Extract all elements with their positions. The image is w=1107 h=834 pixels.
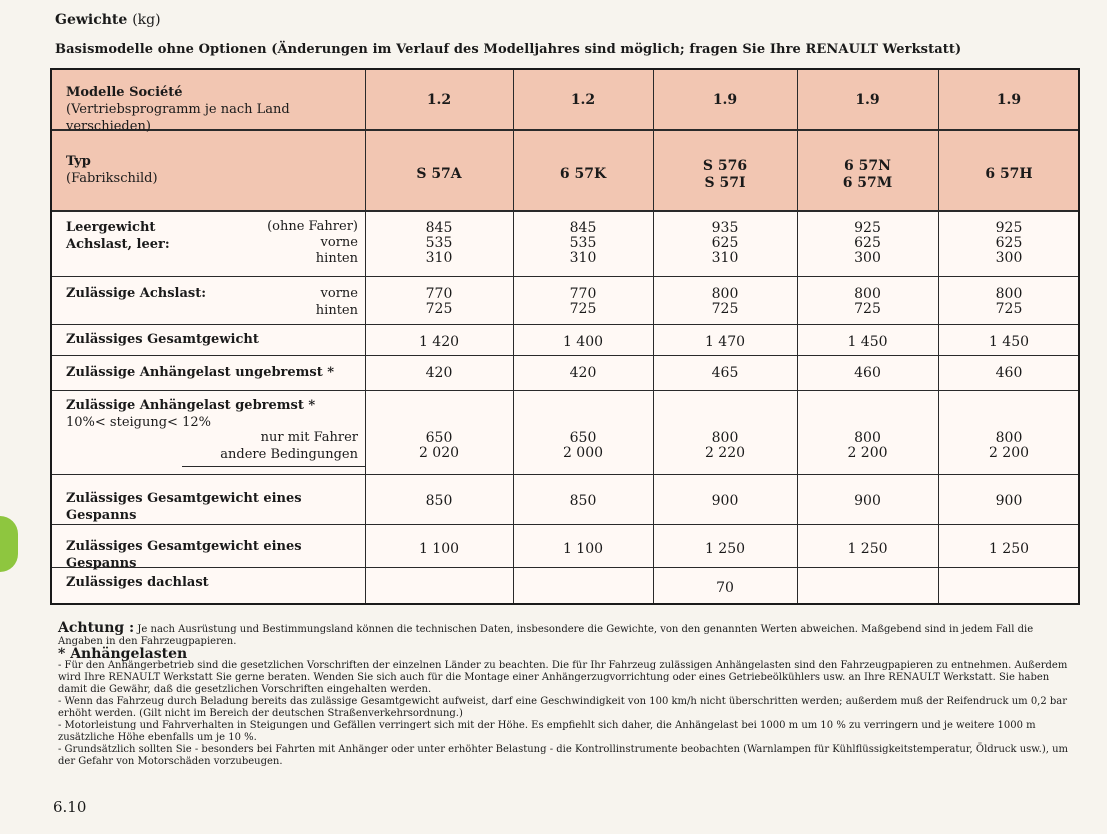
ungebremst-value: 420 — [425, 365, 453, 381]
gespann2-value: 1 100 — [418, 541, 460, 557]
zul-achslast-value: 800 725 — [854, 286, 881, 317]
gespann1-value: 900 — [854, 493, 881, 509]
leergewicht-sublabels: (ohne Fahrer) vorne hinten — [267, 219, 358, 266]
gesamtgewicht-label: Zulässiges Gesamtgewicht — [66, 332, 259, 347]
gespann1-value: 850 — [425, 493, 453, 509]
gebremst-value: 800 2 200 — [988, 430, 1030, 461]
note-item: - Motorleistung und Fahrverhalten in Steigungen und Gefällen verringert sich mit der Höhe. Es empfiehlt sich daher, die Anhängelast bei 1000 m um 10 % zu verringern und je weitere 1000 m zusätzliche Höhe ebenfalls um je 10 %. — [58, 720, 1036, 743]
zul-achslast-value: 800 725 — [711, 286, 739, 317]
gespann2-value: 1 250 — [988, 541, 1030, 557]
model-value: 1.9 — [712, 92, 738, 108]
row-divider — [52, 390, 1078, 391]
page-subtitle: Basismodelle ohne Optionen (Änderungen im Verlauf des Modelljahres sind möglich; fragen Sie Ihre RENAULT Werkstatt) — [55, 42, 962, 57]
type-value: 6 57N 6 57M — [842, 158, 893, 191]
zul-achslast-value: 770 725 — [425, 286, 453, 317]
row-divider — [52, 276, 1078, 277]
gebremst-value: 800 2 200 — [847, 430, 888, 461]
row-divider — [52, 474, 1078, 475]
gesamtgewicht-value: 1 450 — [988, 334, 1030, 350]
page-number: 6.10 — [53, 798, 87, 816]
model-value: 1.9 — [855, 92, 880, 108]
leergewicht-value: 925 625 300 — [995, 220, 1023, 266]
leergewicht-value: 925 625 300 — [854, 220, 881, 266]
type-label: Typ (Fabrikschild) — [66, 154, 158, 186]
gespann1-value: 900 — [995, 493, 1023, 509]
models-label: Modelle Société (Vertriebsprogramm je nach Land verschieden) — [66, 85, 290, 134]
gebremst-sublabels: nur mit Fahrer andere Bedingungen — [220, 430, 358, 462]
gesamtgewicht-value: 1 420 — [418, 334, 460, 350]
gebremst-value: 650 2 000 — [562, 430, 604, 461]
ungebremst-value: 420 — [569, 365, 597, 381]
dachlast-label: Zulässiges dachlast — [66, 575, 209, 590]
notes — [58, 622, 1070, 768]
note-item: - Grundsätzlich sollten Sie - besonders bei Fahrten mit Anhänger oder unter erhöhter Belastung - die Kontrollinstrumente beobachten (Warnlampen für Kühlflüssigkeitstemperatur, Öldruck usw.), um der Gefahr von Motorschäden vorzubeugen. — [58, 744, 1069, 767]
type-value: 6 57K — [559, 166, 607, 182]
achtung-label: Achtung : — [58, 620, 135, 636]
ungebremst-value: 460 — [995, 365, 1023, 381]
type-value: S 576 S 57I — [702, 158, 748, 191]
gesamtgewicht-value: 1 450 — [847, 334, 888, 350]
anhaengelasten-heading: * Anhängelasten — [58, 646, 188, 662]
gebremst-label: Zulässige Anhängelast gebremst * 10%< steigung< 12% — [66, 398, 316, 430]
row-divider — [52, 355, 1078, 356]
zul-achslast-sublabels: vorne hinten — [315, 286, 358, 318]
gebremst-value: 650 2 020 — [418, 430, 460, 461]
leergewicht-value: 935 625 310 — [711, 220, 739, 266]
ungebremst-label: Zulässige Anhängelast ungebremst * — [66, 365, 335, 380]
gespann1-value: 900 — [711, 493, 739, 509]
type-value: S 57A — [416, 166, 462, 182]
achtung-text: Je nach Ausrüstung und Bestimmungsland können die technischen Daten, insbesondere die Gewichte, von den genannten Werten abweichen. Maßgebend sind in jedem Fall die Angaben in den Fahrzeugpapieren. — [58, 624, 1034, 647]
ungebremst-value: 460 — [854, 365, 881, 381]
dachlast-value: 70 — [716, 580, 734, 596]
gespann2-value: 1 250 — [847, 541, 888, 557]
page-title: Gewichte (kg) — [55, 12, 161, 28]
gesamtgewicht-value: 1 470 — [704, 334, 746, 350]
gesamtgewicht-value: 1 400 — [562, 334, 604, 350]
row-divider — [182, 466, 365, 467]
gespann2-value: 1 100 — [562, 541, 604, 557]
leergewicht-value: 845 535 310 — [569, 220, 597, 266]
zul-achslast-value: 800 725 — [995, 286, 1023, 317]
gespann-label-1: Zulässiges Gesamtgewicht eines Gespanns — [66, 491, 302, 523]
zul-achslast-label: Zulässige Achslast: — [66, 286, 207, 301]
gespann2-value: 1 250 — [704, 541, 746, 557]
gespann-label-2: Zulässiges Gesamtgewicht eines Gespanns — [66, 539, 302, 571]
note-item: - Für den Anhängerbetrieb sind die gesetzlichen Vorschriften der einzelnen Länder zu beachten. Die für Ihr Fahrzeug zulässigen Anhängelasten sind den Fahrzeugpapieren zu entnehmen. Außerdem wird Ihre RENAULT Werkstatt Sie gerne beraten. Wenden Sie sich auch für die Montage einer Anhängerzugvorrichtung oder eines Getriebeölkühlers usw. an Ihre RENAULT Werkstatt. Sie haben damit die Gewähr, daß die gesetzlichen Vorschriften eingehalten werden. — [58, 660, 1068, 695]
leergewicht-label: Leergewicht Achslast, leer: — [66, 220, 170, 252]
section-tab-marker — [0, 516, 18, 572]
weights-table — [50, 68, 1080, 605]
row-divider — [52, 210, 1078, 212]
row-divider — [52, 524, 1078, 525]
ungebremst-value: 465 — [711, 365, 739, 381]
gebremst-value: 800 2 220 — [704, 430, 746, 461]
model-value: 1.2 — [426, 92, 452, 108]
model-value: 1.9 — [996, 92, 1022, 108]
type-value: 6 57H — [985, 166, 1033, 182]
gespann1-value: 850 — [569, 493, 597, 509]
model-value: 1.2 — [570, 92, 596, 108]
leergewicht-value: 845 535 310 — [425, 220, 453, 266]
zul-achslast-value: 770 725 — [569, 286, 597, 317]
note-item: - Wenn das Fahrzeug durch Beladung bereits das zulässige Gesamtgewicht aufweist, darf eine Geschwindigkeit von 100 km/h nicht überschritten werden; außerdem muß der Reifendruck um 0,2 bar erhöht werden. (Gilt nicht im Bereich der deutschen Straßenverkehrsordnung.) — [58, 696, 1068, 719]
row-divider — [52, 324, 1078, 325]
